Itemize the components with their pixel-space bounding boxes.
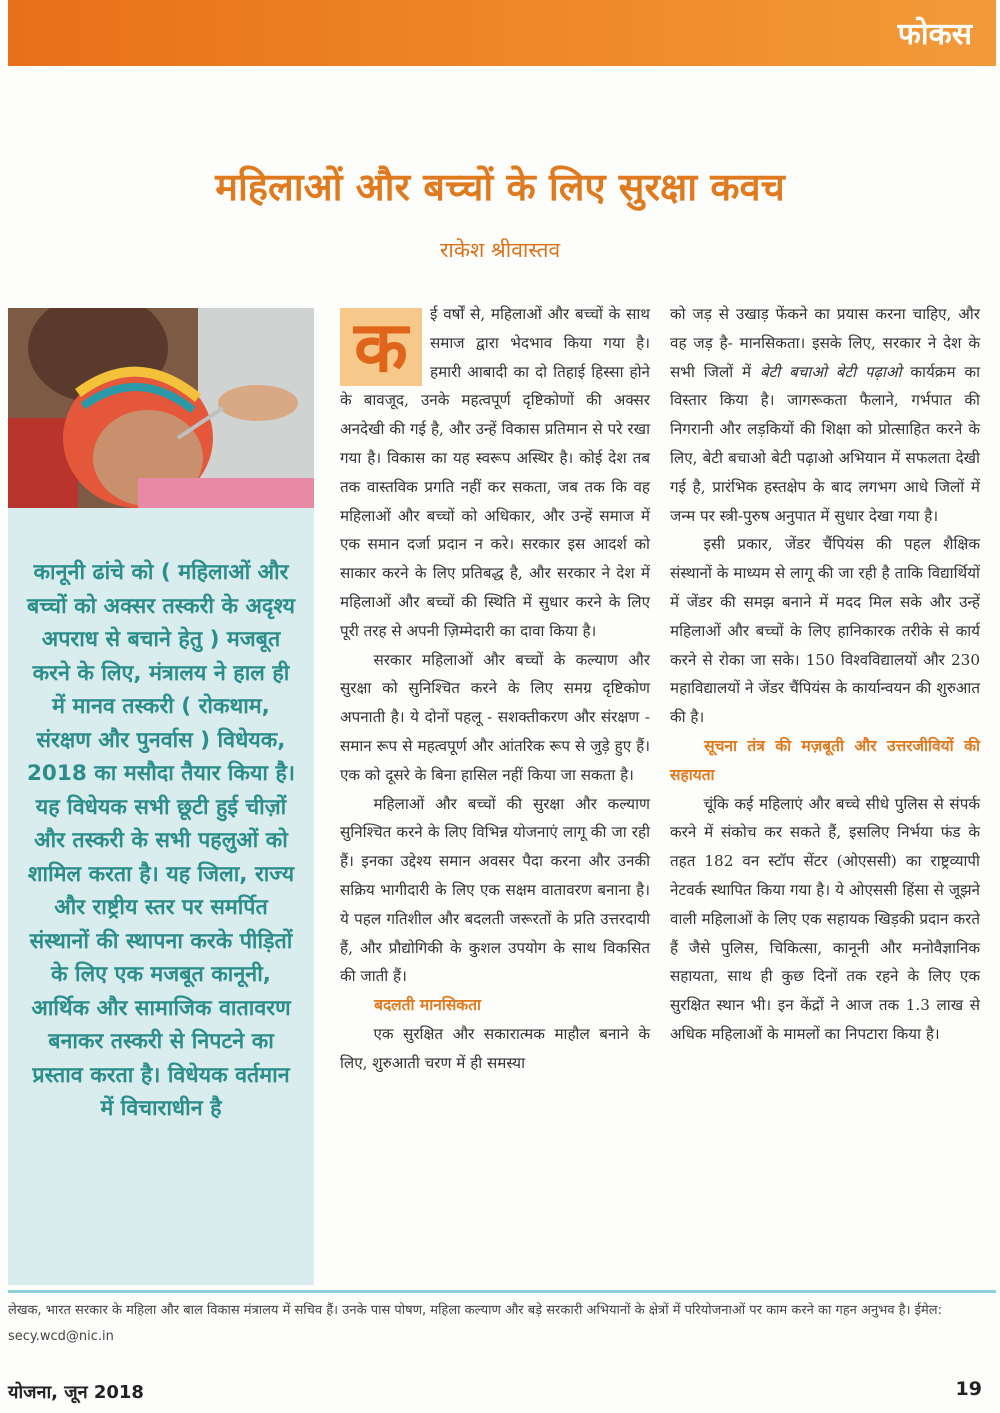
- paragraph-1-text: ई वर्षों से, महिलाओं और बच्चों के साथ समाज द्वारा भेदभाव किया गया है। हमारी आबादी का दो तिहाई हिस्सा होने के बावजूद, उनके महत्वपूर्ण दृष्टिकोणों की अक्सर अनदेखी की गई है, और उन्हें विकास प्रतिमान से परे रखा गया है। विकास का यह स्वरूप अस्थिर है। कोई देश तब तक वास्तविक प्रगति नहीं कर सकता, जब तक कि वह महिलाओं और बच्चों को अधिकार, और उन्हें समाज में एक समान दर्जा प्रदान न करे। सरकार इस आदर्श को साकार करने के लिए प्रतिबद्ध है, और सरकार ने देश में महिलाओं और बच्चों की स्थिति में सुधार करने के लिए पूरी तरह से अपनी ज़िम्मेदारी का दावा किया है।: [340, 305, 650, 640]
- column-1: [340, 300, 650, 1078]
- paragraph-5: [670, 300, 980, 530]
- journal-footer: योजना, जून 2018: [8, 1382, 144, 1403]
- dropcap: क: [340, 308, 422, 386]
- subheading-changing-mindset: बदलती मानसिकता: [374, 996, 482, 1015]
- article-author: राकेश श्रीवास्तव: [439, 238, 561, 262]
- sidebar-box: [8, 508, 314, 1285]
- subheading-information-system: सूचना तंत्र की मज़बूती और उत्तरजीवियों की सहायता: [670, 736, 980, 784]
- footnote-divider: [8, 1290, 996, 1293]
- paragraph-7: चूंकि कई महिलाएं और बच्चे सीधे पुलिस से संपर्क करने में संकोच कर सकते हैं, इसलिए निर्भया फंड के तहत 182 वन स्टॉप सेंटर (ओएससी) का राष्ट्रव्यापी नेटवर्क स्थापित किया गया है। ये ओएससी हिंसा से जूझने वाली महिलाओं के लिए एक सहायक खिड़की प्रदान करते हैं जैसे पुलिस, चिकित्सा, कानूनी और मनोवैज्ञानिक सहायता, साथ ही कुछ दिनों तक रहने के लिए एक सुरक्षित स्थान भी। इन केंद्रों ने आज तक 1.3 लाख से अधिक महिलाओं के मामलों का निपटारा किया है।: [670, 794, 980, 1043]
- paragraph-6: इसी प्रकार, जेंडर चैंपियंस की पहल शैक्षिक संस्थानों के माध्यम से लागू की जा रही है ताकि विद्यार्थियों में जेंडर की समझ बनाने में मदद मिल सके और उन्हें महिलाओं और बच्चों के लिए हानिकारक तरीके से कार्य करने से रोका जा सके। 150 विश्वविद्यालयों और 230 महाविद्यालयों ने जेंडर चैंपियंस के कार्यान्वयन की शुरुआत की है।: [670, 535, 980, 727]
- author-footnote: लेखक, भारत सरकार के महिला और बाल विकास मंत्रालय में सचिव हैं। उनके पास पोषण, महिला कल्याण और बड़े सरकारी अभियानों के क्षेत्रों में परियोजनाओं पर काम करने का गहन अनुभव है। ईमेल: secy.wcd@nic.in: [8, 1303, 942, 1344]
- page-number: 19: [955, 1378, 982, 1400]
- paragraph-5-text-a: को जड़ से उखाड़ फेंकने का प्रयास करना चाहिए, और वह जड़ है- मानसिकता। इसके लिए, सरकार ने देश के सभी जिलों में: [670, 305, 980, 381]
- scheme-name: बेटी बचाओ बेटी पढ़ाओ: [759, 362, 902, 381]
- column-2: [670, 300, 980, 1049]
- paragraph-5-text-b: कार्यक्रम का विस्तार किया है। जागरूकता फैलाने, गर्भपात की निगरानी और लड़कियों की शिक्षा को प्रोत्साहित करने के लिए, बेटी बचाओ बेटी पढ़ाओ अभियान में सफलता देखी गई है, प्रारंभिक हस्तक्षेप के बाद लगभग आधे जिलों में जन्म पर स्त्री-पुरुष अनुपात में सुधार देखा गया है।: [670, 362, 981, 525]
- header-bar: [8, 0, 996, 66]
- article-photo: [8, 308, 314, 508]
- paragraph-2: सरकार महिलाओं और बच्चों के कल्याण और सुरक्षा को सुनिश्चित करने के लिए समग्र दृष्टिकोण अपनाती है। ये दोनों पहलू - सशक्तीकरण और संरक्षण - समान रूप से महत्वपूर्ण और आंतरिक रूप से जुड़े हुए हैं। एक को दूसरे के बिना हासिल नहीं किया जा सकता है।: [340, 650, 650, 784]
- paragraph-1: [340, 300, 650, 646]
- paragraph-4: एक सुरक्षित और सकारात्मक माहौल बनाने के लिए, शुरुआती चरण में ही समस्या: [340, 1024, 650, 1072]
- article-title: महिलाओं और बच्चों के लिए सुरक्षा कवच: [215, 164, 785, 209]
- paragraph-3: महिलाओं और बच्चों की सुरक्षा और कल्याण सुनिश्चित करने के लिए विभिन्न योजनाएं लागू की जा रही हैं। इनका उद्देश्य समान अवसर पैदा करना और उनकी सक्रिय भागीदारी के लिए एक सक्षम वातावरण बनाना है। ये पहल गतिशील और बदलती जरूरतों के प्रति उत्तरदायी हैं, और प्रौद्योगिकी के कुशल उपयोग के साथ विकसित की जाती हैं।: [340, 794, 650, 986]
- section-label: फोकस: [897, 17, 972, 52]
- mother-child-photo-icon: [8, 308, 314, 508]
- sidebar-text: कानूनी ढांचे को ( महिलाओं और बच्चों को अक्सर तस्करी के अदृश्य अपराध से बचाने हेतु ) मजबूत करने के लिए, मंत्रालय ने हाल ही में मानव तस्करी ( रोकथाम, संरक्षण और पुनर्वास ) विधेयक, 2018 का मसौदा तैयार किया है। यह विधेयक सभी छूटी हुई चीज़ों और तस्करी के सभी पहलुओं को शामिल करता है। यह जिला, राज्य और राष्ट्रीय स्तर पर समर्पित संस्थानों की स्थापना करके पीड़ितों के लिए एक मजबूत कानूनी, आर्थिक और सामाजिक वातावरण बनाकर तस्करी से निपटने का प्रस्ताव करता है। विधेयक वर्तमान में विचाराधीन है: [26, 560, 296, 1121]
